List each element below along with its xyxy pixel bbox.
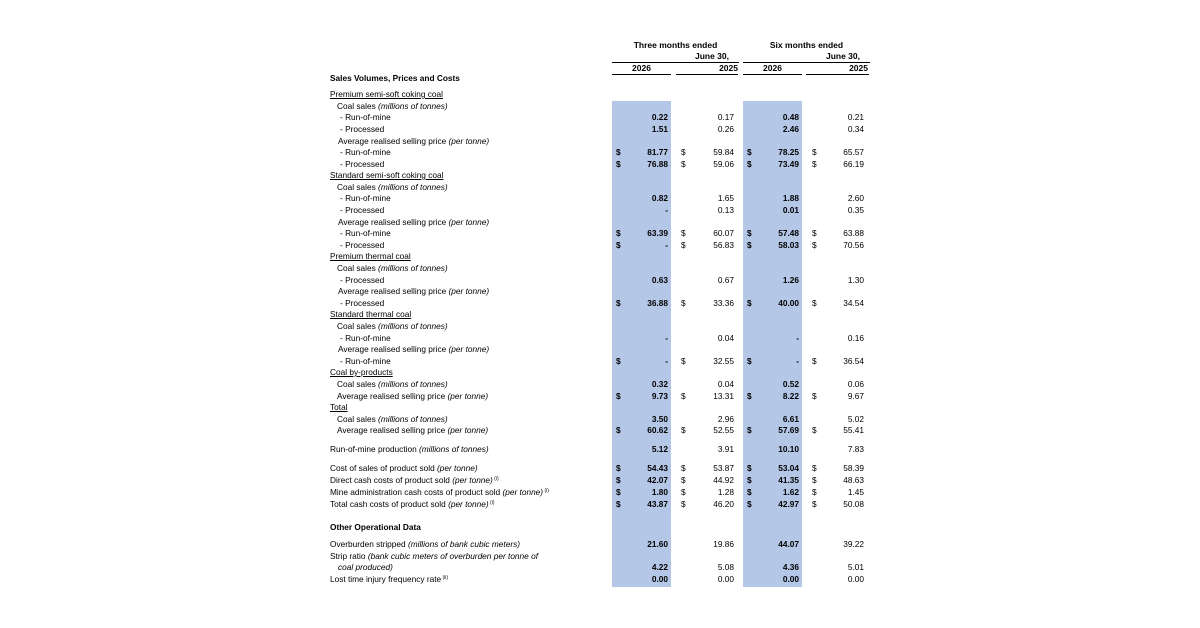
- table-cell: 60.07: [713, 228, 734, 238]
- year-header-2: 2025: [719, 63, 738, 73]
- table-cell: 39.22: [843, 539, 864, 549]
- row-label-text: Other Operational Data: [330, 522, 421, 532]
- table-cell: 33.36: [713, 298, 734, 308]
- table-cell: 44.07: [778, 539, 799, 549]
- row-label-text: Coal sales: [337, 379, 376, 389]
- table-cell: 1.28: [717, 487, 734, 497]
- table-cell: 3.50: [651, 414, 668, 424]
- row-unit: (per tonne): [446, 136, 490, 146]
- currency-symbol: $: [747, 240, 752, 250]
- row-label: [338, 344, 489, 356]
- table-cell: -: [665, 333, 668, 343]
- row-label-text: Coal sales: [337, 263, 376, 273]
- currency-symbol: $: [681, 463, 686, 473]
- table-row: [0, 562, 1200, 574]
- row-label: [340, 112, 391, 124]
- row-unit: (millions of tonnes): [416, 444, 489, 454]
- row-label: [330, 522, 421, 534]
- row-label-text: Standard thermal coal: [330, 309, 412, 319]
- header-three-months-line2: June 30,: [694, 51, 729, 61]
- table-row: [0, 379, 1200, 391]
- row-unit: (per tonne): [445, 499, 489, 509]
- row-label: [340, 333, 391, 345]
- table-row: [0, 309, 1200, 321]
- table-row: [0, 333, 1200, 345]
- row-unit: (per tonne): [449, 475, 493, 485]
- table-cell: 43.87: [647, 499, 668, 509]
- table-cell: 1.30: [847, 275, 864, 285]
- currency-symbol: $: [812, 228, 817, 238]
- row-label-text: Coal sales: [337, 101, 376, 111]
- table-cell: 0.00: [651, 574, 668, 584]
- currency-symbol: $: [747, 499, 752, 509]
- table-cell: 9.73: [651, 391, 668, 401]
- row-label-text: - Run-of-mine: [340, 228, 391, 238]
- table-row: [0, 402, 1200, 414]
- table-cell: 52.55: [713, 425, 734, 435]
- table-cell: 44.92: [713, 475, 734, 485]
- header-six-months-line2: June 30,: [825, 51, 860, 61]
- currency-symbol: $: [812, 425, 817, 435]
- row-label: [338, 217, 489, 229]
- table-cell: 21.60: [647, 539, 668, 549]
- table-row: [0, 136, 1200, 148]
- currency-symbol: $: [681, 159, 686, 169]
- row-unit: (millions of tonnes): [375, 379, 448, 389]
- table-cell: 58.03: [778, 240, 799, 250]
- table-row: [0, 205, 1200, 217]
- currency-symbol: $: [747, 356, 752, 366]
- currency-symbol: $: [681, 356, 686, 366]
- row-label-text: Overburden stripped: [330, 539, 406, 549]
- row-label: [330, 170, 443, 182]
- row-label-text: Premium thermal coal: [330, 251, 411, 261]
- currency-symbol: $: [681, 499, 686, 509]
- row-label-text: - Processed: [340, 124, 385, 134]
- table-cell: 76.88: [647, 159, 668, 169]
- table-cell: 66.19: [843, 159, 864, 169]
- table-cell: 0.67: [717, 275, 734, 285]
- table-row: [0, 228, 1200, 240]
- row-unit: coal produced): [338, 562, 393, 572]
- currency-symbol: $: [812, 147, 817, 157]
- table-cell: 1.80: [651, 487, 668, 497]
- table-cell: 63.88: [843, 228, 864, 238]
- currency-symbol: $: [747, 475, 752, 485]
- row-label: [340, 193, 391, 205]
- table-cell: 36.54: [843, 356, 864, 366]
- row-label-text: Mine administration cash costs of product sold: [330, 487, 501, 497]
- table-cell: 1.51: [651, 124, 668, 134]
- row-unit: (per tonne): [445, 391, 489, 401]
- row-label: [330, 551, 538, 563]
- currency-symbol: $: [747, 298, 752, 308]
- row-footnote-marker: (ii): [441, 575, 449, 581]
- table-row: [0, 391, 1200, 403]
- table-cell: 1.65: [717, 193, 734, 203]
- row-label: [330, 574, 448, 586]
- table-cell: 53.87: [713, 463, 734, 473]
- table-cell: 9.67: [847, 391, 864, 401]
- row-footnote-marker: (i): [543, 488, 549, 494]
- currency-symbol: $: [747, 487, 752, 497]
- row-label-text: - Processed: [340, 275, 385, 285]
- table-row: [0, 444, 1200, 456]
- table-cell: 70.56: [843, 240, 864, 250]
- row-label: [330, 475, 499, 487]
- row-label: [330, 463, 478, 475]
- row-label-text: Standard semi-soft coking coal: [330, 170, 444, 180]
- table-row: [0, 275, 1200, 287]
- table-cell: 53.04: [778, 463, 799, 473]
- table-cell: 59.06: [713, 159, 734, 169]
- table-cell: 5.02: [847, 414, 864, 424]
- table-cell: 41.35: [778, 475, 799, 485]
- row-label: [330, 89, 443, 101]
- table-cell: 7.83: [847, 444, 864, 454]
- table-cell: 10.10: [778, 444, 799, 454]
- table-cell: 1.26: [782, 275, 799, 285]
- row-label: [340, 159, 384, 171]
- row-label: [337, 182, 448, 194]
- table-row: [0, 475, 1200, 487]
- row-label: [330, 73, 460, 85]
- currency-symbol: $: [812, 475, 817, 485]
- row-label-text: - Run-of-mine: [340, 193, 391, 203]
- table-cell: 1.62: [782, 487, 799, 497]
- row-label: [340, 124, 384, 136]
- row-label-text: Coal sales: [337, 182, 376, 192]
- row-label: [337, 263, 448, 275]
- table-cell: 4.22: [651, 562, 668, 572]
- currency-symbol: $: [681, 425, 686, 435]
- table-cell: 0.13: [717, 205, 734, 215]
- table-row: [0, 463, 1200, 475]
- row-label-text: Coal sales: [337, 321, 376, 331]
- table-cell: 59.84: [713, 147, 734, 157]
- currency-symbol: $: [747, 391, 752, 401]
- table-row: [0, 101, 1200, 113]
- row-label-text: Total: [330, 402, 348, 412]
- row-unit: (millions of bank cubic meters): [405, 539, 520, 549]
- currency-symbol: $: [681, 228, 686, 238]
- row-label: [337, 425, 488, 437]
- row-label-text: Average realised selling price: [338, 217, 447, 227]
- table-row: [0, 321, 1200, 333]
- currency-symbol: $: [812, 487, 817, 497]
- row-unit: (millions of tonnes): [375, 321, 448, 331]
- currency-symbol: $: [681, 487, 686, 497]
- row-label: [340, 275, 384, 287]
- table-cell: 36.88: [647, 298, 668, 308]
- table-row: [0, 551, 1200, 563]
- row-label: [338, 136, 489, 148]
- table-row: [0, 414, 1200, 426]
- currency-symbol: $: [616, 487, 621, 497]
- table-row: [0, 574, 1200, 586]
- row-label-text: Average realised selling price: [338, 136, 447, 146]
- table-row: [0, 286, 1200, 298]
- table-row: [0, 147, 1200, 159]
- row-label: [337, 414, 448, 426]
- row-label-text: Strip ratio: [330, 551, 366, 561]
- row-label-text: - Processed: [340, 159, 385, 169]
- row-label: [330, 251, 411, 263]
- row-label-text: Average realised selling price: [338, 286, 447, 296]
- table-cell: 0.06: [847, 379, 864, 389]
- table-cell: 0.04: [717, 379, 734, 389]
- currency-symbol: $: [616, 298, 621, 308]
- table-row: [0, 124, 1200, 136]
- table-row: [0, 487, 1200, 499]
- table-cell: -: [665, 240, 668, 250]
- row-label-text: Total cash costs of product sold: [330, 499, 446, 509]
- currency-symbol: $: [681, 391, 686, 401]
- table-row: [0, 298, 1200, 310]
- table-row: [0, 263, 1200, 275]
- table-cell: 42.07: [647, 475, 668, 485]
- row-label-text: Cost of sales of product sold: [330, 463, 435, 473]
- currency-symbol: $: [812, 463, 817, 473]
- currency-symbol: $: [747, 159, 752, 169]
- table-cell: 56.83: [713, 240, 734, 250]
- row-label: [340, 298, 384, 310]
- row-unit: (millions of tonnes): [375, 414, 448, 424]
- row-label-text: - Processed: [340, 205, 385, 215]
- table-cell: 0.34: [847, 124, 864, 134]
- table-row: [0, 539, 1200, 551]
- table-cell: 58.39: [843, 463, 864, 473]
- row-label: [330, 539, 520, 551]
- row-label: [330, 499, 495, 511]
- table-row: [0, 217, 1200, 229]
- currency-symbol: $: [616, 147, 621, 157]
- currency-symbol: $: [747, 228, 752, 238]
- table-row: [0, 499, 1200, 511]
- table-cell: 19.86: [713, 539, 734, 549]
- row-label-text: - Processed: [340, 298, 385, 308]
- table-cell: 48.63: [843, 475, 864, 485]
- row-footnote-marker: (i): [492, 476, 499, 482]
- row-label: [338, 286, 489, 298]
- table-row: [0, 193, 1200, 205]
- row-label: [330, 309, 411, 321]
- row-unit: (per tonne): [434, 463, 478, 473]
- currency-symbol: $: [681, 240, 686, 250]
- table-cell: 0.82: [651, 193, 668, 203]
- table-cell: 50.08: [843, 499, 864, 509]
- row-label: [340, 240, 384, 252]
- row-unit: (per tonne): [500, 487, 544, 497]
- currency-symbol: $: [812, 356, 817, 366]
- row-label: [337, 391, 488, 403]
- row-label: [338, 562, 393, 574]
- row-label-text: - Run-of-mine: [340, 112, 391, 122]
- table-cell: 5.01: [847, 562, 864, 572]
- table-row: [0, 159, 1200, 171]
- table-row: [0, 89, 1200, 101]
- table-cell: 1.88: [782, 193, 799, 203]
- table-row: [0, 522, 1200, 534]
- row-unit: (millions of tonnes): [375, 263, 448, 273]
- table-cell: 0.00: [782, 574, 799, 584]
- row-label-text: Sales Volumes, Prices and Costs: [330, 73, 460, 83]
- table-cell: 46.20: [713, 499, 734, 509]
- currency-symbol: $: [812, 391, 817, 401]
- table-cell: -: [665, 205, 668, 215]
- row-unit: (per tonne): [445, 425, 489, 435]
- table-cell: -: [665, 356, 668, 366]
- header-three-months-line1: Three months ended: [633, 40, 718, 50]
- table-row: [0, 251, 1200, 263]
- table-cell: 6.61: [782, 414, 799, 424]
- row-label-text: - Processed: [340, 240, 385, 250]
- table-cell: 0.01: [782, 205, 799, 215]
- table-row: [0, 367, 1200, 379]
- table-cell: 2.46: [782, 124, 799, 134]
- currency-symbol: $: [616, 391, 621, 401]
- currency-symbol: $: [616, 499, 621, 509]
- table-cell: 0.32: [651, 379, 668, 389]
- table-row: [0, 182, 1200, 194]
- table-cell: 73.49: [778, 159, 799, 169]
- table-cell: 8.22: [782, 391, 799, 401]
- table-cell: 65.57: [843, 147, 864, 157]
- currency-symbol: $: [812, 159, 817, 169]
- table-row: [0, 356, 1200, 368]
- currency-symbol: $: [616, 425, 621, 435]
- row-unit: (millions of tonnes): [375, 101, 448, 111]
- row-label: [340, 228, 391, 240]
- table-cell: 5.08: [717, 562, 734, 572]
- table-cell: 54.43: [647, 463, 668, 473]
- table-row: [0, 170, 1200, 182]
- row-label-text: Run-of-mine production: [330, 444, 417, 454]
- table-cell: 5.12: [651, 444, 668, 454]
- table-cell: 63.39: [647, 228, 668, 238]
- table-cell: 2.60: [847, 193, 864, 203]
- row-label-text: - Run-of-mine: [340, 333, 391, 343]
- year-header-4: 2025: [849, 63, 868, 73]
- row-label-text: Coal sales: [337, 414, 376, 424]
- table-row: [0, 112, 1200, 124]
- table-cell: 57.48: [778, 228, 799, 238]
- row-label: [330, 444, 489, 456]
- row-label-text: Average realised selling price: [337, 391, 446, 401]
- row-label-text: Average realised selling price: [337, 425, 446, 435]
- table-cell: 0.00: [717, 574, 734, 584]
- table-cell: 0.63: [651, 275, 668, 285]
- table-cell: 40.00: [778, 298, 799, 308]
- row-label: [340, 356, 391, 368]
- row-label: [330, 487, 549, 499]
- currency-symbol: $: [747, 425, 752, 435]
- table-cell: 0.00: [847, 574, 864, 584]
- table-cell: 13.31: [713, 391, 734, 401]
- table-cell: 0.04: [717, 333, 734, 343]
- currency-symbol: $: [812, 240, 817, 250]
- table-cell: 2.96: [717, 414, 734, 424]
- table-row: [0, 344, 1200, 356]
- table-cell: 4.36: [782, 562, 799, 572]
- table-cell: 0.16: [847, 333, 864, 343]
- row-label-text: - Run-of-mine: [340, 147, 391, 157]
- table-cell: 0.17: [717, 112, 734, 122]
- table-cell: 3.91: [717, 444, 734, 454]
- row-label-text: - Run-of-mine: [340, 356, 391, 366]
- year-header-1: 2026: [632, 63, 651, 73]
- table-cell: 0.26: [717, 124, 734, 134]
- row-label: [330, 367, 393, 379]
- row-unit: (per tonne): [446, 217, 490, 227]
- row-label: [337, 101, 448, 113]
- table-cell: 34.54: [843, 298, 864, 308]
- table-cell: 55.41: [843, 425, 864, 435]
- table-cell: 0.52: [782, 379, 799, 389]
- table-cell: -: [796, 333, 799, 343]
- year-header-3: 2026: [763, 63, 782, 73]
- table-cell: -: [796, 356, 799, 366]
- row-label-text: Average realised selling price: [338, 344, 447, 354]
- table-row: [0, 73, 1200, 85]
- currency-symbol: $: [616, 475, 621, 485]
- currency-symbol: $: [681, 298, 686, 308]
- table-cell: 57.69: [778, 425, 799, 435]
- table-cell: 81.77: [647, 147, 668, 157]
- row-footnote-marker: (i): [488, 500, 495, 506]
- row-label-text: Direct cash costs of product sold: [330, 475, 450, 485]
- row-label: [340, 205, 384, 217]
- row-label: [330, 402, 348, 414]
- row-label: [340, 147, 391, 159]
- table-cell: 1.45: [847, 487, 864, 497]
- currency-symbol: $: [616, 463, 621, 473]
- table-row: [0, 425, 1200, 437]
- row-label-text: Premium semi-soft coking coal: [330, 89, 443, 99]
- currency-symbol: $: [812, 499, 817, 509]
- row-label-text: Lost time injury frequency rate: [330, 574, 442, 584]
- currency-symbol: $: [616, 356, 621, 366]
- table-cell: 0.35: [847, 205, 864, 215]
- currency-symbol: $: [681, 475, 686, 485]
- currency-symbol: $: [812, 298, 817, 308]
- currency-symbol: $: [616, 228, 621, 238]
- row-unit: (bank cubic meters of overburden per tonne of: [365, 551, 539, 561]
- header-six-months-line1: Six months ended: [769, 40, 844, 50]
- table-cell: 42.97: [778, 499, 799, 509]
- currency-symbol: $: [747, 147, 752, 157]
- currency-symbol: $: [747, 463, 752, 473]
- table-cell: 0.22: [651, 112, 668, 122]
- row-unit: (millions of tonnes): [375, 182, 448, 192]
- table-cell: 60.62: [647, 425, 668, 435]
- table-cell: 32.55: [713, 356, 734, 366]
- table-cell: 0.21: [847, 112, 864, 122]
- row-label: [337, 321, 448, 333]
- row-unit: (per tonne): [446, 286, 490, 296]
- currency-symbol: $: [616, 240, 621, 250]
- row-label: [337, 379, 448, 391]
- row-label-text: Coal by-products: [330, 367, 393, 377]
- currency-symbol: $: [681, 147, 686, 157]
- table-cell: 0.48: [782, 112, 799, 122]
- row-unit: (per tonne): [446, 344, 490, 354]
- table-row: [0, 240, 1200, 252]
- table-cell: 78.25: [778, 147, 799, 157]
- currency-symbol: $: [616, 159, 621, 169]
